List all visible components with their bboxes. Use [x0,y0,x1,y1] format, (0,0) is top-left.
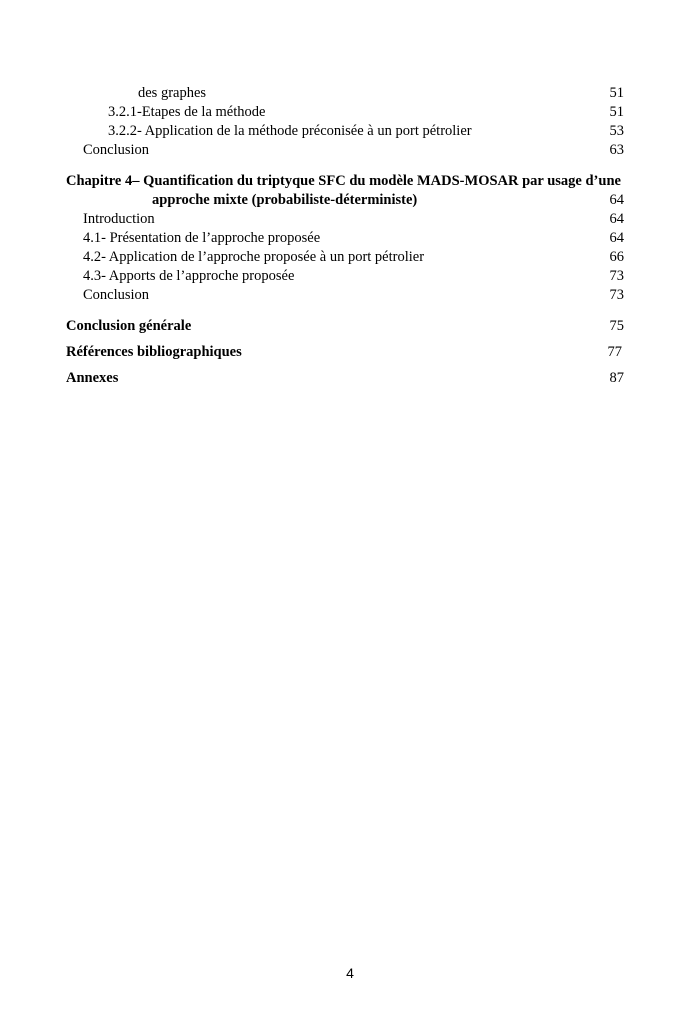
toc-references [66,343,624,362]
toc-conclusion-generale [66,317,624,336]
toc-entry-page: 77 [607,344,622,360]
chapter-4-heading-continued [66,191,624,210]
toc-entry-title: 4.2- Application de l’approche proposée à un port pétrolier [83,249,425,265]
toc-entry-title: Introduction [83,211,155,227]
toc-entry [66,210,624,229]
toc-entry-title: Annexes [66,370,119,386]
toc-entry [66,248,624,267]
toc-entry-page: 64 [609,230,624,246]
toc-annexes [66,369,624,388]
toc-entry-page: 75 [609,318,624,334]
toc-entry-title: 4.3- Apports de l’approche proposée [83,268,295,284]
toc-entry [66,84,624,103]
toc-entry-page: 87 [609,370,624,386]
toc-entry [66,103,624,122]
page-number: 4 [346,965,354,981]
toc-entry-page: 66 [609,249,624,265]
chapter-4-subtitle: approche mixte (probabiliste-déterministe) [152,192,418,208]
toc-entry-title: Conclusion [83,287,150,303]
toc-entry-page: 73 [609,287,624,303]
toc-entry-title: 3.2.2- Application de la méthode préconisée à un port pétrolier [108,123,472,139]
chapter-4-heading: Chapitre 4– Quantification du triptyque SFC du modèle MADS-MOSAR par usage d’une [66,173,621,189]
toc-entry-title: 4.1- Présentation de l’approche proposée [83,230,321,246]
toc-entry [66,141,624,160]
toc-entry-page: 64 [609,211,624,227]
toc-entry-title: Références bibliographiques [66,344,242,360]
table-of-contents [66,84,624,388]
toc-entry-page: 51 [609,104,624,120]
toc-entry-title: 3.2.1-Etapes de la méthode [108,104,266,120]
toc-entry [66,122,624,141]
toc-entry-page: 73 [609,268,624,284]
toc-entry-title: Conclusion [83,142,150,158]
toc-entry-page: 53 [609,123,624,139]
toc-entry [66,286,624,305]
toc-entry-page: 51 [609,85,624,101]
toc-entry [66,267,624,286]
chapter-4-page: 64 [609,192,624,208]
toc-entry-page: 63 [609,142,624,158]
toc-entry-title: des graphes [138,85,207,101]
toc-entry [66,229,624,248]
toc-entry-title: Conclusion générale [66,318,192,334]
